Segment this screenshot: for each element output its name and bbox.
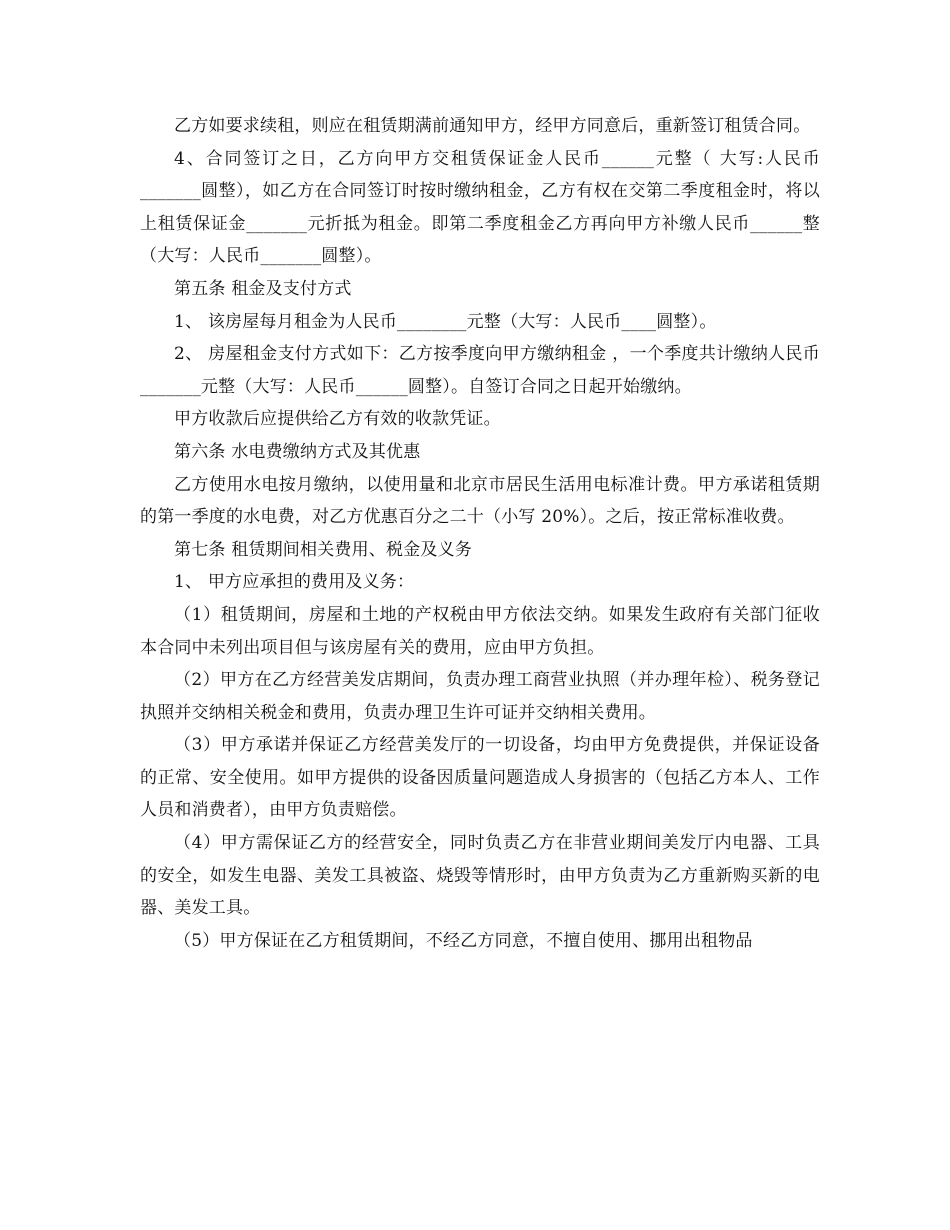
article-5-item-1: 1、 该房屋每月租金为人民币________元整（大写：人民币____圆整）。 [174, 311, 717, 332]
article-7-sub-2: （2）甲方在乙方经营美发店期间，负责办理工商营业执照（并办理年检）、税务登记执照并交纳相关税金和费用，负责办理卫生许可证并交纳相关费用。 [140, 670, 820, 723]
article-7-sub-3: （3）甲方承诺并保证乙方经营美发厅的一切设备，均由甲方免费提供，并保证设备的正常、安全使用。如甲方提供的设备因质量问题造成人身损害的（包括乙方本人、工作人员和消费者），由甲方负责赔偿。 [140, 735, 820, 821]
renewal-paragraph: 乙方如要求续租，则应在租赁期满前通知甲方，经甲方同意后，重新签订租赁合同。 [174, 116, 811, 136]
receipt-paragraph: 甲方收款后应提供给乙方有效的收款凭证。 [174, 409, 501, 430]
article-7-item-1: 1、 甲方应承担的费用及义务： [174, 572, 415, 593]
article-5-heading: 第五条 租金及支付方式 [174, 278, 352, 299]
article-7-heading: 第七条 租赁期间相关费用、税金及义务 [174, 539, 473, 560]
clause-4-deposit: 4、合同签订之日，乙方向甲方交租赁保证金人民币______元整（ 大写:人民币_______圆整），如乙方在合同签订时按时缴纳租金，乙方有权在交第二季度租金时，将以上租赁保证金_______元折抵为租金。即第二季度租金乙方再向甲方补缴人民币______整（大写：人民币_______圆整）。 [140, 148, 820, 267]
document-body [140, 110, 820, 957]
article-7-sub-1: （1）租赁期间，房屋和土地的产权税由甲方依法交纳。如果发生政府有关部门征收本合同中未列出项目但与该房屋有关的费用，应由甲方负担。 [140, 604, 820, 658]
article-6-heading: 第六条 水电费缴纳方式及其优惠 [174, 441, 421, 462]
article-7-sub-5: （5）甲方保证在乙方租赁期间，不经乙方同意，不擅自使用、挪用出租物品 [174, 930, 753, 951]
article-7-sub-4: （4）甲方需保证乙方的经营安全，同时负责乙方在非营业期间美发厅内电器、工具的安全，如发生电器、美发工具被盗、烧毁等情形时，由甲方负责为乙方重新购买新的电器、美发工具。 [140, 833, 820, 919]
utilities-paragraph: 乙方使用水电按月缴纳，以使用量和北京市居民生活用电标准计费。甲方承诺租赁期的第一季度的水电费，对乙方优惠百分之二十（小写 20%）。之后，按正常标准收费。 [140, 474, 820, 528]
article-5-item-2: 2、 房屋租金支付方式如下：乙方按季度向甲方缴纳租金 ，一个季度共计缴纳人民币_______元整（大写：人民币______圆整）。自签订合同之日起开始缴纳。 [140, 344, 820, 397]
